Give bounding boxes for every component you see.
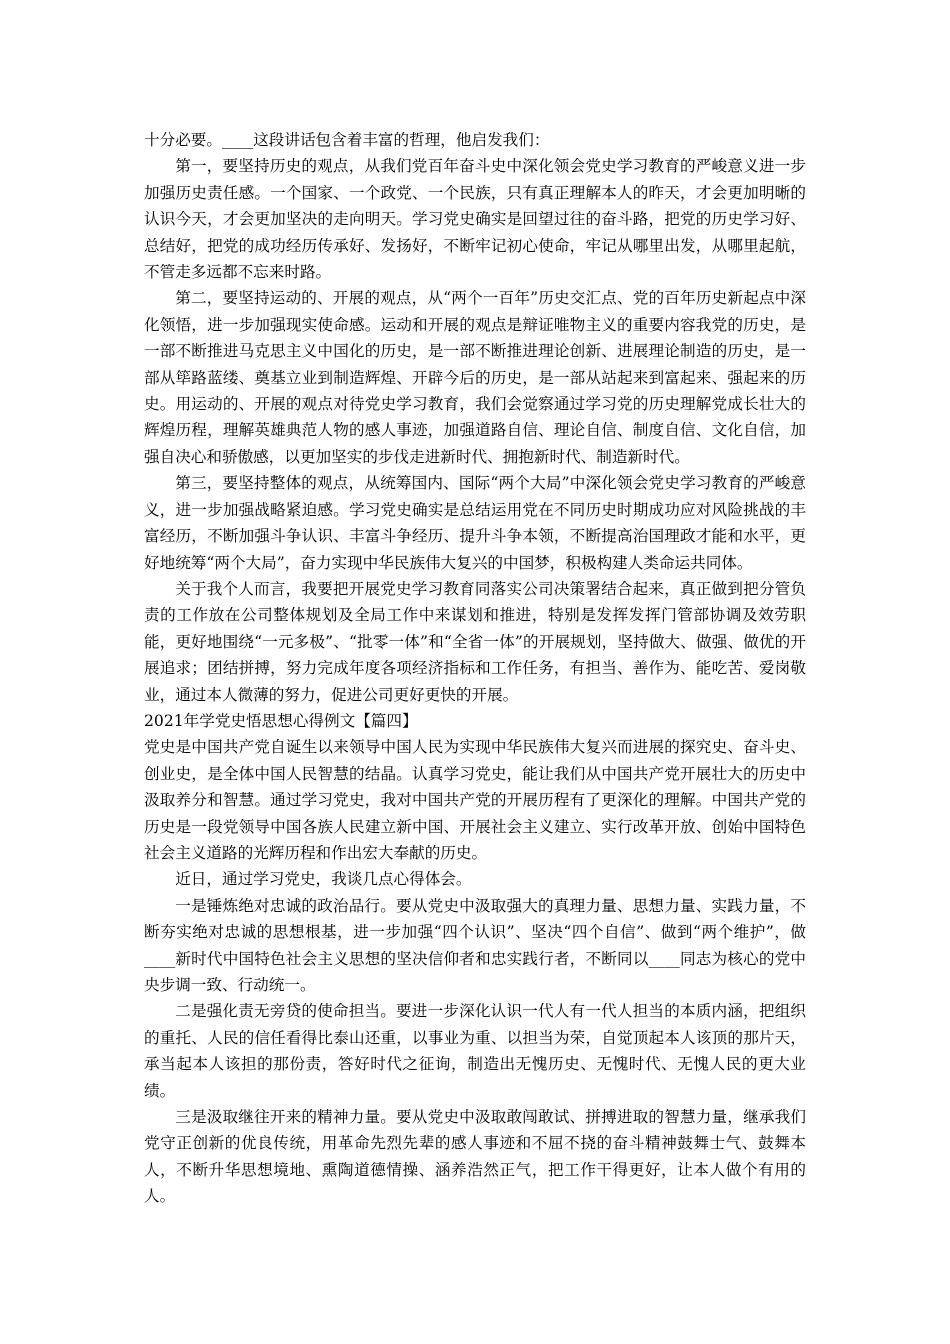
section-heading: 2021年学党史悟思想心得例文【篇四】 — [144, 711, 418, 730]
paragraph-intro: 党史是中国共产党自诞生以来领导中国人民为实现中华民族伟大复兴而进展的探究史、奋斗史、创业史，是全体中国人民智慧的结晶。认真学习党史，能让我们从中国共产党开展壮大的历史中汲取养分和智慧。通过学习党史，我对中国共产党的开展历程有了更深化的理解。中国共产党的历史是一段党领导中国各族人民建立新中国、开展社会主义建立、实行改革开放、创始中国特色社会主义道路的光辉历程和作出宏大奉献的历史。 — [144, 738, 806, 862]
paragraph-personal: 关于我个人而言，我要把开展党史学习教育同落实公司决策署结合起来，真正做到把分管负责的工作放在公司整体规划及全局工作中来谋划和推进，特别是发挥发挥门管部协调及效劳职能，更好地围绕“一元多极”、“批零一体”和“全省一体”的开展规划，坚持做大、做强、做优的开展追求；团结拼搏，努力完成年度各项经济指标和工作任务，有担当、善作为、能吃苦、爱岗敬业，通过本人微薄的努力，促进公司更好更快的开展。 — [144, 579, 806, 704]
paragraph-point-three: 第三，要坚持整体的观点，从统筹国内、国际“两个大局”中深化领会党史学习教育的严峻意义，进一步加强战略紧迫感。学习党史确实是总结运用党在不同历史时期成功应对风险挑战的丰富经历，不断加强斗争认识、丰富斗争经历、提升斗争本领，不断提高治国理政才能和水平，更好地统筹“两个大局”，奋力实现中华民族伟大复兴的中国梦，积极构建人类命运共同体。 — [144, 474, 806, 572]
paragraph-item-two: 二是强化责无旁贷的使命担当。要进一步深化认识一代人有一代人担当的本质内涵，把组织的重托、人民的信任看得比泰山还重，以事业为重、以担当为荣，自觉顶起本人该顶的那片天，承当起本人该担的那份责，答好时代之征询，制造出无愧历史、无愧时代、无愧人民的更大业绩。 — [144, 1002, 806, 1100]
document-body — [144, 127, 806, 1210]
paragraph-point-one: 第一，要坚持历史的观点，从我们党百年奋斗史中深化领会党史学习教育的严峻意义进一步加强历史责任感。一个国家、一个政党、一个民族，只有真正理解本人的昨天，才会更加明晰的认识今天，才会更加坚决的走向明天。学习党史确实是回望过往的奋斗路，把党的历史学习好、总结好，把党的成功经历传承好、发扬好，不断牢记初心使命，牢记从哪里出发，从哪里起航，不管走多远都不忘来时路。 — [144, 157, 806, 282]
paragraph-continuation: 十分必要。____这段讲话包含着丰富的哲理，他启发我们： — [144, 131, 550, 149]
paragraph-point-two: 第二，要坚持运动的、开展的观点，从“两个一百年”历史交汇点、党的百年历史新起点中深化领悟，进一步加强现实使命感。运动和开展的观点是辩证唯物主义的重要内容我党的历史，是一部不断推进马克思主义中国化的历史，是一部不断推进理论创新、进展理论制造的历史，是一部从筚路蓝缕、奠基立业到制造辉煌、开辟今后的历史，是一部从站起来到富起来、强起来的历史。用运动的、开展的观点对待党史学习教育，我们会觉察通过学习党的历史理解党成长壮大的辉煌历程，理解英雄典范人物的感人事迹，加强道路自信、理论自信、制度自信、文化自信，加强自决心和骄傲感，以更加坚实的步伐走进新时代、拥抱新时代、制造新时代。 — [144, 289, 806, 466]
paragraph-item-three: 三是汲取继往开来的精神力量。要从党史中汲取敢闯敢试、拼搏进取的智慧力量，继承我们党守正创新的优良传统，用革命先烈先辈的感人事迹和不屈不挠的奋斗精神鼓舞士气、鼓舞本人，不断升华思想境地、熏陶道德情操、涵养浩然正气，把工作干得更好，让本人做个有用的人。 — [144, 1108, 806, 1206]
paragraph-item-one: 一是锤炼绝对忠诚的政治品行。要从党史中汲取强大的真理力量、思想力量、实践力量，不断夯实绝对忠诚的思想根基，进一步加强“四个认识”、坚决“四个自信”、做到“两个维护”，做____新时代中国特色社会主义思想的坚决信仰者和忠实践行者，不断同以____同志为核心的党中央步调一致、行动统一。 — [144, 896, 806, 994]
paragraph-recent: 近日，通过学习党史，我谈几点心得体会。 — [175, 870, 472, 889]
